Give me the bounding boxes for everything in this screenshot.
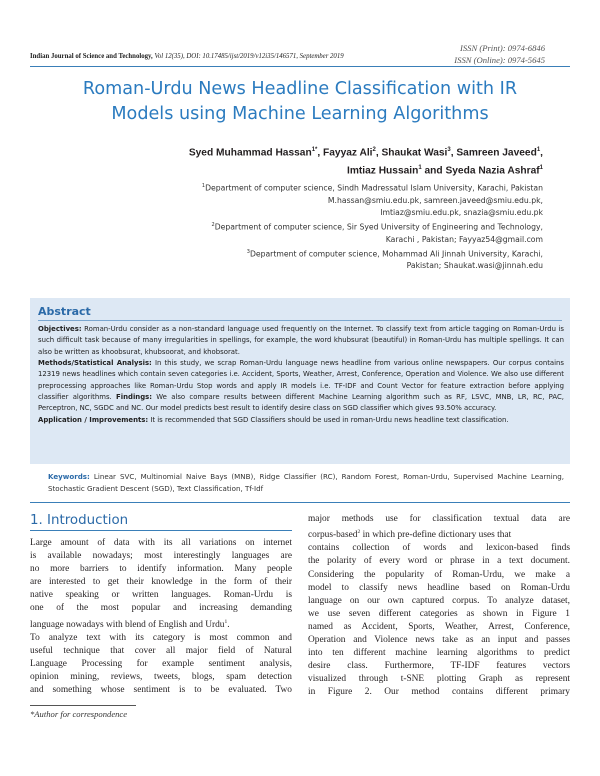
author-sup: 3 <box>447 147 451 153</box>
body-line: opinion mining, reviews, tweets, blogs, spam detection <box>30 672 292 683</box>
author-sup: 1* <box>311 147 318 153</box>
author-sup: 2 <box>372 147 376 153</box>
author-sep: , <box>450 147 457 159</box>
journal-name: Indian Journal of Science and Technology, <box>30 53 153 60</box>
author-sep: , <box>317 147 324 159</box>
body-line: Large amount of data with its all variations on internet <box>30 538 292 548</box>
body-line: major methods use for classification textual data are <box>308 514 570 524</box>
body-line: native speaking or written languages. Roman-Urdu is <box>30 590 292 601</box>
body-line: named as Accident, Sports, Weather, Arrest, Conference, <box>308 621 570 632</box>
footnote-rule <box>30 705 136 706</box>
body-text: in which pre-define dictionary uses that <box>360 530 512 541</box>
affiliation-2 <box>83 219 543 234</box>
affiliation-1 <box>83 180 543 195</box>
footnote: *Author for correspondence <box>30 709 128 719</box>
affiliation-2-email: Karachi , Pakistan; Fayyaz54@gmail.com <box>385 234 543 244</box>
body-line: Operation and Violence news take as an input and passes <box>308 634 570 645</box>
body-text: corpus-based <box>308 530 358 541</box>
abstract-rule <box>38 320 562 321</box>
application-label: Application / Improvements: <box>38 415 149 424</box>
body-line: in Figure 2. Our method contains different primary <box>308 687 570 698</box>
objectives-text: Roman-Urdu consider as a non-standard language used frequently on the Internet. To classify text from article tagging on Roman-Urdu is such difficult task because of many irregularities in spellings, for example, the word khubsurat (beautiful) in Roman-Urdu has multiple spellings. It can also be written as khoobsurat, khubsoorat, and khobsorat. <box>38 325 564 356</box>
body-line <box>308 526 570 542</box>
author-line-1 <box>93 143 543 161</box>
abstract-body <box>38 324 564 426</box>
affiliation-sup: 2 <box>211 221 215 228</box>
author-and: and <box>421 165 446 177</box>
body-line: useful technique that cover all major field of Natural <box>30 645 292 656</box>
affiliations <box>83 180 543 272</box>
journal-citation <box>30 53 460 60</box>
body-line: into ten different machine learning algorithms to predict <box>308 648 570 659</box>
author-sep: , <box>375 147 382 159</box>
body-line: Language Processing for example sentiment analysis, <box>30 658 292 669</box>
body-line <box>30 616 292 632</box>
author-name: Imtiaz Hussain <box>347 165 419 177</box>
abstract-heading: Abstract <box>38 305 91 318</box>
affiliation-3-email: Pakistan; Shaukat.wasi@jinnah.edu <box>406 261 543 271</box>
author-name: Samreen Javeed <box>456 147 537 159</box>
body-text: language nowadays with blend of English and Urdu <box>30 619 225 630</box>
keywords <box>48 471 564 494</box>
author-sep: , <box>540 147 543 159</box>
body-line: Considering the popularity of Roman-Urdu, we make a <box>308 569 570 580</box>
title-line-2: Models using Machine Learning Algorithms <box>111 104 489 124</box>
intro-column-1 <box>30 537 292 697</box>
author-sup: 1 <box>539 164 543 171</box>
author-sup: 1 <box>418 164 422 171</box>
intro-heading-rule <box>30 530 292 531</box>
findings-text: We also compare results between different Machine Learning algorithm such as RF, LSVC, MNB, LR, RC, PAC, Perceptron, NC, SGDC and NC. Our model predicts best result to identify desire class on SGD classifier which gives 93.50% accuracy. <box>38 393 564 413</box>
issn-online: ISSN (Online): 0974-5645 <box>454 55 545 65</box>
body-line: To analyze text with its category is most common and <box>30 632 292 643</box>
issn-print: ISSN (Print): 0974-6846 <box>460 43 545 53</box>
body-line: visualized through t-SNE plotting Graph as represent <box>308 674 570 685</box>
author-name: Shaukat Wasi <box>381 147 448 159</box>
affiliation-1-email: Imtiaz@smiu.edu.pk, snazia@smiu.edu.pk <box>380 207 543 217</box>
body-line: are interested to get their knowledge in the form of their <box>30 577 292 588</box>
title-line-1: Roman-Urdu News Headline Classification with IR <box>82 79 518 99</box>
journal-details: Vol 12(35), DOI: 10.17485/ijst/2019/v12i35/146571, September 2019 <box>154 53 344 60</box>
citation-sup: 1 <box>224 618 228 625</box>
affiliation-3 <box>83 246 543 261</box>
body-line: is available nowadays; most interestingly languages are <box>30 551 292 562</box>
author-name: Syed Muhammad Hassan <box>188 147 312 159</box>
section-rule <box>30 502 570 503</box>
body-line: language on our own captured corpus. To analyze dataset, <box>308 595 570 606</box>
affiliation-text: Department of computer science, Sir Syed University of Engineering and Technology, <box>214 222 543 232</box>
intro-column-2 <box>308 513 570 699</box>
affiliation-1-email: M.hassan@smiu.edu.pk, samreen.javeed@smiu.edu.pk, <box>327 195 543 205</box>
body-line: desire class. Furthermore, TF-IDF features vectors <box>308 661 570 672</box>
findings-label: Findings: <box>116 393 152 402</box>
body-line: we use seven different categories as shown in Figure 1 <box>308 608 570 619</box>
affiliation-text: Department of computer science, Mohammad Ali Jinnah University, Karachi, <box>249 249 543 259</box>
keywords-text: Linear SVC, Multinomial Naive Bays (MNB), Ridge Classifier (RC), Random Forest, Roman-Urdu, Supervised Machine Learning, Stochastic Gradient Descent (SGD), Text Classification, Tf-Idf <box>48 472 564 493</box>
affiliation-text: Department of computer science, Sindh Madressatul Islam University, Karachi, Pakistan <box>205 183 543 193</box>
body-line: and something whose sentiment is to be evaluated. Two <box>30 685 292 696</box>
author-line-2 <box>93 161 543 179</box>
author-name: Fayyaz Ali <box>323 147 373 159</box>
author-list <box>93 143 543 179</box>
citation-sup: 2 <box>357 529 361 536</box>
author-name: Syeda Nazia Ashraf <box>445 165 540 177</box>
paper-title <box>40 77 560 127</box>
header-rule <box>30 66 570 67</box>
affiliation-sup: 3 <box>246 248 250 255</box>
body-line: contains collection of words and lexicon-based finds <box>308 543 570 554</box>
keywords-label: Keywords: <box>48 472 90 481</box>
methods-text: In this study, we scrap Roman-Urdu language news headline from various online newspapers. Our corpus contains 12319 news headlines which contain seven categories i.e. Accident, Sports, Weather, Arrest, Conference, Operation and Violence. We also use different preprocessing approaches like Roman-Urdu Stop words and apply IR models i.e. TF-IDF and Count Vector for feature extraction before applying classifier algorithms. <box>38 359 564 402</box>
objectives-label: Objectives: <box>38 325 82 333</box>
methods-label: Methods/Statistical Analysis: <box>38 359 152 368</box>
body-line: one of the most popular and increasing demanding <box>30 603 292 614</box>
intro-heading: 1. Introduction <box>30 513 129 528</box>
body-text: . <box>227 619 230 630</box>
application-text: It is recommended that SGD Classifiers should be used in roman-Urdu news headline text classification. <box>148 415 509 424</box>
affiliation-sup: 1 <box>201 183 206 189</box>
body-line: the polarity of every word or phrase in a text document. <box>308 556 570 567</box>
body-line: no more barriers to identify information. Many people <box>30 564 292 575</box>
body-line: model to classify news headline based on Roman-Urdu <box>308 582 570 593</box>
author-sup: 1 <box>536 147 541 153</box>
